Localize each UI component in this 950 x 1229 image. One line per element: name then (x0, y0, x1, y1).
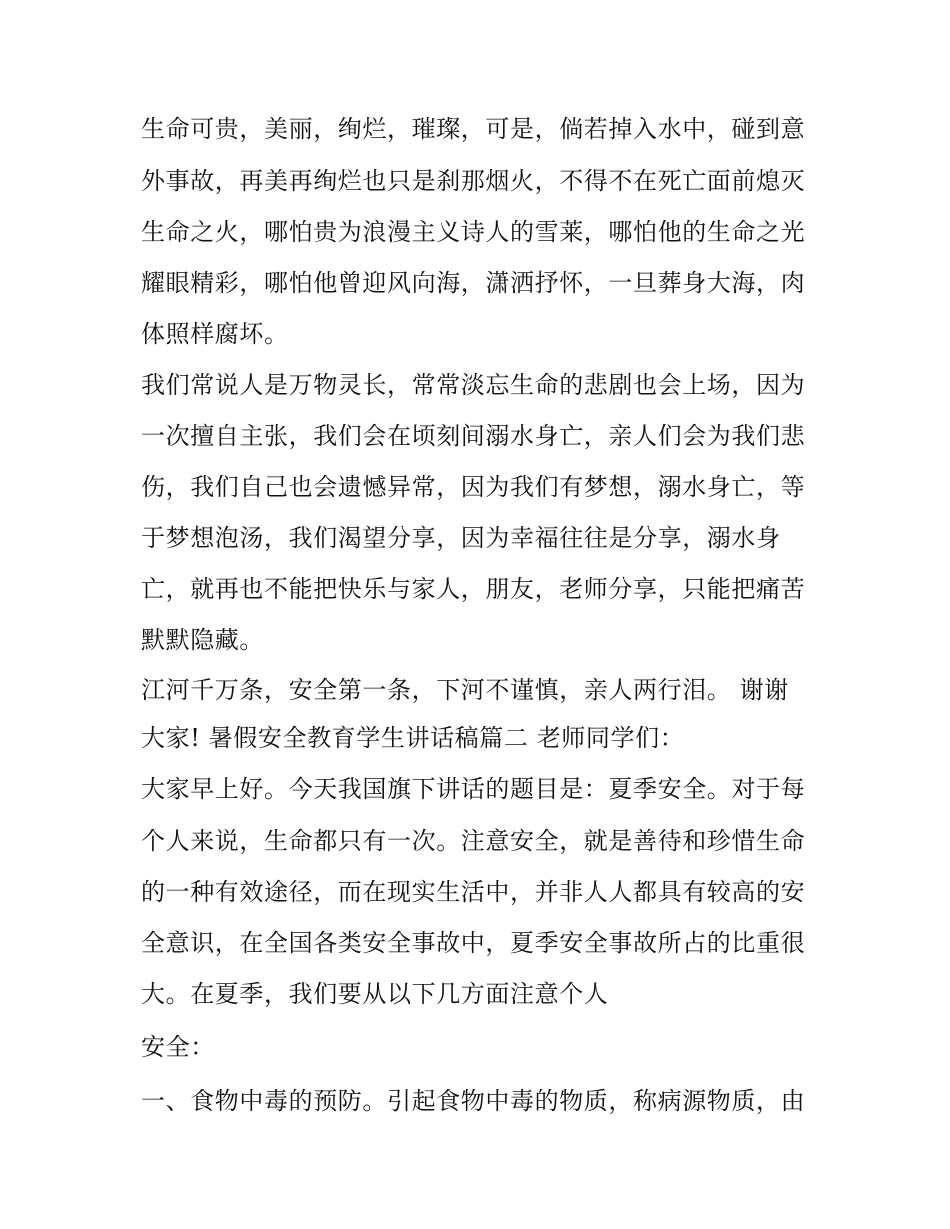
text-line: 个人来说，生命都只有一次。注意安全，就是善待和珍惜生命 (141, 827, 806, 855)
text-line: 我们常说人是万物灵长，常常淡忘生命的悲剧也会上场，因为 (141, 371, 806, 399)
text-line: 默默隐藏。 (141, 626, 264, 654)
text-line: 大家早上好。今天我国旗下讲话的题目是：夏季安全。对于每 (141, 775, 806, 803)
text-line: 江河千万条，安全第一条，下河不谨慎，亲人两行泪。 谢谢 (141, 676, 789, 704)
text-line: 安全： (141, 1033, 215, 1061)
text-line: 大家! 暑假安全教育学生讲话稿篇二 老师同学们： (141, 724, 685, 752)
text-line: 一次擅自主张，我们会在顷刻间溺水身亡，亲人们会为我们悲 (141, 422, 806, 450)
text-line: 外事故，再美再绚烂也只是刹那烟火，不得不在死亡面前熄灭 (141, 167, 806, 195)
text-line: 于梦想泡汤，我们渴望分享，因为幸福往往是分享，溺水身 (141, 524, 781, 552)
text-line: 的一种有效途径，而在现实生活中，并非人人都具有较高的安 (141, 878, 806, 906)
text-line: 生命之火，哪怕贵为浪漫主义诗人的雪莱，哪怕他的生命之光 (141, 218, 806, 246)
text-line: 一、食物中毒的预防。引起食物中毒的物质，称病源物质，由 (141, 1087, 806, 1115)
text-line: 大。在夏季，我们要从以下几方面注意个人 (141, 980, 609, 1008)
text-line: 耀眼精彩，哪怕他曾迎风向海，潇洒抒怀，一旦葬身大海，肉 (141, 269, 806, 297)
text-line: 伤，我们自己也会遗憾异常，因为我们有梦想，溺水身亡，等 (141, 473, 806, 501)
text-line: 亡，就再也不能把快乐与家人，朋友，老师分享，只能把痛苦 (141, 575, 806, 603)
text-line: 全意识，在全国各类安全事故中，夏季安全事故所占的比重很 (141, 929, 806, 957)
text-line: 体照样腐坏。 (141, 320, 289, 348)
text-line: 生命可贵，美丽，绚烂，璀璨，可是，倘若掉入水中，碰到意 (141, 115, 806, 143)
